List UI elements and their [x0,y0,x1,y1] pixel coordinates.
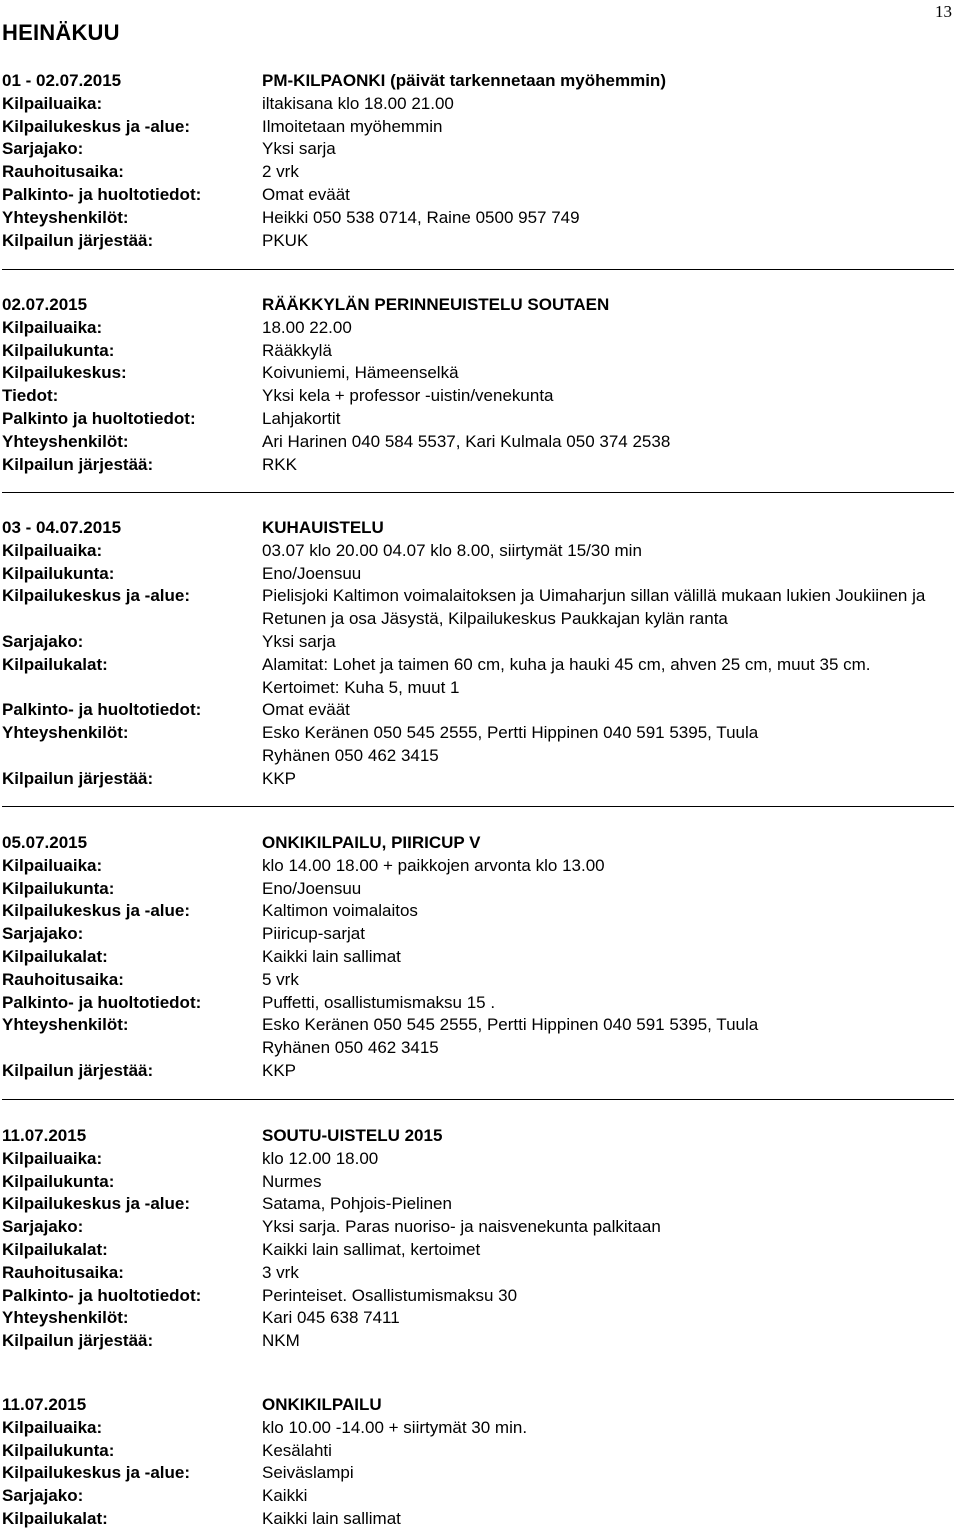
event-date: 01 - 02.07.2015 [2,71,122,90]
info-label: Tiedot: [2,386,59,406]
event-title: KUHAUISTELU [262,518,384,537]
info-row [0,93,960,116]
info-value: 2 vrk [262,162,299,182]
info-label: Rauhoitusaika: [2,969,124,989]
info-label: Kilpailukalat: [2,654,108,674]
info-label: Kilpailuaika: [2,1417,103,1437]
info-label: Yhteyshenkilöt: [2,207,129,227]
info-row [0,946,960,969]
info-value: Eno/Joensuu [262,878,362,898]
info-label: Sarjajako: [2,924,84,944]
info-label: Kilpailukeskus ja -alue: [2,116,191,136]
info-row [0,1171,960,1194]
info-label: Kilpailuaika: [2,93,103,113]
info-label: Kilpailuaika: [2,855,103,875]
info-label: Yhteyshenkilöt: [2,1308,129,1328]
info-row [0,1262,960,1285]
info-label: Kilpailukalat: [2,1239,108,1259]
section-divider [2,806,954,807]
info-row [0,1216,960,1239]
info-value: Kaikki lain sallimat [262,946,401,966]
event-header [0,1125,960,1148]
info-label: Kilpailukalat: [2,1508,108,1528]
info-label: Kilpailukunta: [2,1171,115,1191]
event-pm-kilpaonki [0,70,960,252]
info-label: Palkinto ja huoltotiedot: [2,408,196,428]
info-label: Yhteyshenkilöt: [2,431,129,451]
info-label: Yhteyshenkilöt: [2,1015,129,1035]
info-value: Yksi sarja [262,139,336,159]
info-value: Eno/Joensuu [262,563,362,583]
info-value: PKUK [262,230,309,250]
info-label: Kilpailuaika: [2,1148,103,1168]
section-divider [2,1099,954,1100]
info-value: Kari 045 638 7411 [262,1308,400,1328]
info-row [0,161,960,184]
event-title: PM-KILPAONKI (päivät tarkennetaan myöhemmin) [262,71,666,90]
info-value: RKK [262,454,297,474]
event-onkikilpailu-kesalahti [0,1394,960,1531]
info-label: Palkinto- ja huoltotiedot: [2,992,202,1012]
info-value: Yksi kela + professor -uistin/venekunta [262,386,554,406]
info-row [0,1060,960,1083]
event-header [0,517,960,540]
info-row [0,631,960,654]
info-value: Kaikki lain sallimat [262,1508,401,1528]
info-value: Nurmes [262,1171,322,1191]
event-date: 05.07.2015 [2,833,88,852]
info-value: Seiväslampi [262,1463,354,1483]
info-value: Perinteiset. Osallistumismaksu 30 [262,1285,518,1305]
info-row [0,340,960,363]
info-row [0,855,960,878]
info-row [0,431,960,454]
info-row [0,1193,960,1216]
info-label: Kilpailukunta: [2,878,115,898]
info-value: Omat eväät [262,700,350,720]
info-row [0,408,960,431]
info-label: Kilpailun järjestää: [2,768,154,788]
info-label: Yhteyshenkilöt: [2,723,129,743]
event-header [0,70,960,93]
event-onkikilpailu-piiricup [0,832,960,1083]
info-row [0,1508,960,1531]
info-value: Pielisjoki Kaltimon voimalaitoksen ja Uimaharjun sillan välillä mukaan lukien Joukiinen ja Retunen ja osa Jäsystä, Kilpailukeskus Paukkajan kylän ranta [262,586,926,629]
info-label: Kilpailuaika: [2,317,103,337]
event-raakkyla-perinneuistelu [0,294,960,476]
info-label: Kilpailun järjestää: [2,454,154,474]
info-label: Kilpailuaika: [2,540,103,560]
info-label: Sarjajako: [2,1486,84,1506]
info-value: Koivuniemi, Hämeenselkä [262,363,459,383]
info-value: klo 12.00 18.00 [262,1148,379,1168]
info-label: Rauhoitusaika: [2,1262,124,1282]
info-row [0,1440,960,1463]
info-row [0,1014,960,1060]
info-value: klo 10.00 -14.00 + siirtymät 30 min. [262,1417,528,1437]
info-label: Kilpailukeskus ja -alue: [2,901,191,921]
section-divider [2,269,954,270]
info-label: Kilpailukeskus ja -alue: [2,586,191,606]
info-value: Ari Harinen 040 584 5537, Kari Kulmala 050 374 2538 [262,431,671,451]
info-value: Omat eväät [262,184,350,204]
info-label: Sarjajako: [2,631,84,651]
info-label: Kilpailun järjestää: [2,1331,154,1351]
event-header [0,1394,960,1417]
info-value: Ilmoitetaan myöhemmin [262,116,443,136]
info-row [0,923,960,946]
info-label: Kilpailukeskus: [2,363,127,383]
info-value: 3 vrk [262,1262,299,1282]
info-label: Sarjajako: [2,1217,84,1237]
info-value: Puffetti, osallistumismaksu 15 . [262,992,496,1012]
info-row [0,1148,960,1171]
event-header [0,294,960,317]
info-row [0,317,960,340]
info-row [0,1462,960,1485]
info-value: Rääkkylä [262,340,332,360]
info-label: Palkinto- ja huoltotiedot: [2,184,202,204]
event-title: SOUTU-UISTELU 2015 [262,1126,443,1145]
event-kuhauistelu [0,517,960,791]
info-label: Kilpailukunta: [2,563,115,583]
event-date: 11.07.2015 [2,1126,87,1145]
info-value: KKP [262,768,297,788]
info-label: Kilpailukalat: [2,946,108,966]
info-value: Kesälahti [262,1440,332,1460]
info-label: Kilpailun järjestää: [2,230,154,250]
info-row [0,1307,960,1330]
info-row [0,699,960,722]
info-value: Esko Keränen 050 545 2555, Pertti Hippinen 040 591 5395, Tuula Ryhänen 050 462 3415 [262,723,759,765]
info-label: Palkinto- ja huoltotiedot: [2,700,202,720]
info-value: Lahjakortit [262,408,341,428]
info-row [0,1239,960,1262]
info-row [0,1417,960,1440]
info-label: Kilpailukunta: [2,1440,115,1460]
info-value: klo 14.00 18.00 + paikkojen arvonta klo 13.00 [262,855,605,875]
event-date: 11.07.2015 [2,1395,87,1414]
info-row [0,230,960,253]
info-row [0,362,960,385]
section-divider [2,492,954,493]
info-row [0,207,960,230]
event-date: 03 - 04.07.2015 [2,518,122,537]
info-label: Kilpailukeskus ja -alue: [2,1194,191,1214]
info-row [0,1485,960,1508]
info-row [0,138,960,161]
month-title: HEINÄKUU [2,20,120,45]
info-value: Piiricup-sarjat [262,924,365,944]
info-value: NKM [262,1331,300,1351]
info-row [0,992,960,1015]
info-value: 18.00 22.00 [262,317,352,337]
event-soutu-uistelu [0,1125,960,1353]
info-value: Satama, Pohjois-Pielinen [262,1194,452,1214]
info-row [0,385,960,408]
info-value: Kaltimon voimalaitos [262,901,418,921]
info-row [0,184,960,207]
info-value: Yksi sarja. Paras nuoriso- ja naisvenekunta palkitaan [262,1217,661,1237]
page-number: 13 [935,2,952,21]
info-label: Sarjajako: [2,139,84,159]
info-label: Kilpailukeskus ja -alue: [2,1463,191,1483]
info-label: Kilpailukunta: [2,340,115,360]
info-row [0,654,960,700]
info-row [0,585,960,631]
event-title: ONKIKILPAILU, PIIRICUP V [262,833,481,852]
info-row [0,768,960,791]
event-date: 02.07.2015 [2,295,88,314]
info-value: 03.07 klo 20.00 04.07 klo 8.00, siirtymät 15/30 min [262,540,642,560]
info-row [0,454,960,477]
info-row [0,116,960,139]
info-label: Rauhoitusaika: [2,162,124,182]
info-row [0,878,960,901]
info-value: 5 vrk [262,969,299,989]
info-row [0,900,960,923]
info-value: Heikki 050 538 0714, Raine 0500 957 749 [262,207,580,227]
info-row [0,563,960,586]
event-header [0,832,960,855]
info-label: Kilpailun järjestää: [2,1060,154,1080]
event-title: RÄÄKKYLÄN PERINNEUISTELU SOUTAEN [262,295,610,314]
info-row [0,540,960,563]
info-label: Palkinto- ja huoltotiedot: [2,1285,202,1305]
info-row [0,1330,960,1353]
info-value: Kaikki [262,1486,308,1506]
info-value: Kaikki lain sallimat, kertoimet [262,1239,481,1259]
info-value: KKP [262,1060,297,1080]
info-value: Alamitat: Lohet ja taimen 60 cm, kuha ja hauki 45 cm, ahven 25 cm, muut 35 cm. Kertoimet: Kuha 5, muut 1 [262,654,871,697]
info-row [0,969,960,992]
info-row [0,722,960,768]
info-value: Esko Keränen 050 545 2555, Pertti Hippinen 040 591 5395, Tuula Ryhänen 050 462 3415 [262,1015,759,1058]
info-value: Yksi sarja [262,631,336,651]
event-title: ONKIKILPAILU [262,1395,382,1414]
info-value: iltakisana klo 18.00 21.00 [262,93,454,113]
info-row [0,1285,960,1308]
